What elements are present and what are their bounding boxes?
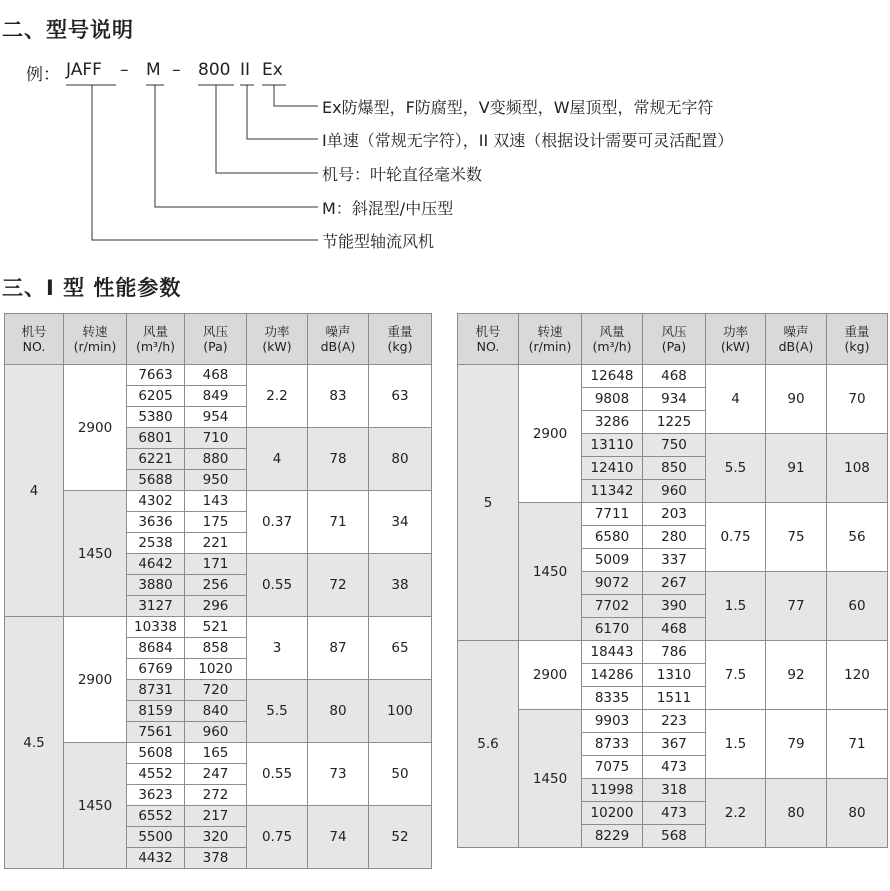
cell-pressure: 318 xyxy=(643,779,706,802)
table-row xyxy=(458,503,888,526)
cell-pressure: 296 xyxy=(185,596,247,617)
cell-flow: 6769 xyxy=(127,659,185,680)
cell-pressure: 960 xyxy=(185,722,247,743)
cell-weight: 100 xyxy=(369,680,432,743)
cell-flow: 7711 xyxy=(582,503,643,526)
cell-flow: 6801 xyxy=(127,428,185,449)
cell-pressure: 171 xyxy=(185,554,247,575)
cell-flow: 13110 xyxy=(582,434,643,457)
cell-weight: 70 xyxy=(827,365,888,434)
header-no: 机号 NO. xyxy=(458,314,519,365)
cell-pressure: 850 xyxy=(643,457,706,480)
cell-noise: 80 xyxy=(308,680,369,743)
cell-weight: 120 xyxy=(827,641,888,710)
cell-noise: 72 xyxy=(308,554,369,617)
cell-pressure: 473 xyxy=(643,756,706,779)
model-part-variant: Ex xyxy=(262,60,283,80)
cell-flow: 8335 xyxy=(582,687,643,710)
cell-pressure: 390 xyxy=(643,595,706,618)
cell-power: 4 xyxy=(706,365,766,434)
cell-pressure: 256 xyxy=(185,575,247,596)
cell-power: 0.75 xyxy=(247,806,308,869)
performance-table-left xyxy=(4,313,432,869)
cell-pressure: 143 xyxy=(185,491,247,512)
cell-flow: 7561 xyxy=(127,722,185,743)
cell-flow: 6221 xyxy=(127,449,185,470)
cell-flow: 18443 xyxy=(582,641,643,664)
cell-noise: 90 xyxy=(766,365,827,434)
header-power: 功率 (kW) xyxy=(247,314,308,365)
cell-weight: 34 xyxy=(369,491,432,554)
header-flow: 风量 (m³/h) xyxy=(127,314,185,365)
cell-weight: 56 xyxy=(827,503,888,572)
cell-flow: 10200 xyxy=(582,802,643,825)
model-dash-2: – xyxy=(172,60,181,80)
cell-pressure: 337 xyxy=(643,549,706,572)
cell-flow: 7702 xyxy=(582,595,643,618)
cell-fan-no: 4 xyxy=(5,365,64,617)
cell-pressure: 165 xyxy=(185,743,247,764)
cell-power: 0.55 xyxy=(247,743,308,806)
cell-flow: 4432 xyxy=(127,848,185,869)
table-header-row xyxy=(5,314,432,365)
header-no: 机号 NO. xyxy=(5,314,64,365)
cell-noise: 77 xyxy=(766,572,827,641)
cell-power: 0.75 xyxy=(706,503,766,572)
cell-flow: 9072 xyxy=(582,572,643,595)
table-row xyxy=(5,491,432,512)
model-part-type: M xyxy=(146,60,161,80)
cell-flow: 12648 xyxy=(582,365,643,388)
cell-weight: 108 xyxy=(827,434,888,503)
cell-noise: 87 xyxy=(308,617,369,680)
cell-noise: 92 xyxy=(766,641,827,710)
cell-flow: 5688 xyxy=(127,470,185,491)
cell-fan-no: 5 xyxy=(458,365,519,641)
cell-flow: 6580 xyxy=(582,526,643,549)
cell-power: 2.2 xyxy=(706,779,766,848)
cell-noise: 80 xyxy=(766,779,827,848)
header-speed: 转速 (r/min) xyxy=(519,314,582,365)
cell-weight: 71 xyxy=(827,710,888,779)
cell-flow: 2538 xyxy=(127,533,185,554)
cell-power: 5.5 xyxy=(247,680,308,743)
cell-flow: 6552 xyxy=(127,806,185,827)
cell-pressure: 468 xyxy=(643,365,706,388)
model-part-number: 800 xyxy=(198,60,231,80)
cell-weight: 63 xyxy=(369,365,432,428)
cell-flow: 8731 xyxy=(127,680,185,701)
cell-pressure: 272 xyxy=(185,785,247,806)
cell-pressure: 367 xyxy=(643,733,706,756)
table-row xyxy=(458,365,888,388)
cell-power: 0.37 xyxy=(247,491,308,554)
cell-fan-no: 4.5 xyxy=(5,617,64,869)
cell-pressure: 221 xyxy=(185,533,247,554)
cell-noise: 75 xyxy=(766,503,827,572)
cell-flow: 6170 xyxy=(582,618,643,641)
cell-weight: 80 xyxy=(369,428,432,491)
model-prefix: 例： xyxy=(26,65,60,85)
cell-pressure: 280 xyxy=(643,526,706,549)
performance-table-right xyxy=(457,313,888,848)
model-dash-1: – xyxy=(120,60,129,80)
cell-weight: 60 xyxy=(827,572,888,641)
table-row xyxy=(5,617,432,638)
table-header-row xyxy=(458,314,888,365)
table-row xyxy=(458,710,888,733)
cell-noise: 91 xyxy=(766,434,827,503)
cell-noise: 79 xyxy=(766,710,827,779)
cell-pressure: 934 xyxy=(643,388,706,411)
cell-flow: 5500 xyxy=(127,827,185,848)
table-row xyxy=(458,641,888,664)
cell-flow: 4642 xyxy=(127,554,185,575)
cell-power: 5.5 xyxy=(706,434,766,503)
cell-pressure: 950 xyxy=(185,470,247,491)
cell-weight: 38 xyxy=(369,554,432,617)
cell-pressure: 710 xyxy=(185,428,247,449)
cell-power: 4 xyxy=(247,428,308,491)
cell-flow: 3636 xyxy=(127,512,185,533)
cell-pressure: 468 xyxy=(643,618,706,641)
model-part-series: JAFF xyxy=(66,60,102,80)
cell-flow: 8159 xyxy=(127,701,185,722)
cell-pressure: 267 xyxy=(643,572,706,595)
model-part-speed: II xyxy=(240,60,251,80)
cell-speed: 1450 xyxy=(519,710,582,848)
cell-flow: 4302 xyxy=(127,491,185,512)
header-pressure: 风压 (Pa) xyxy=(643,314,706,365)
cell-speed: 2900 xyxy=(519,641,582,710)
table-row xyxy=(5,365,432,386)
cell-flow: 10338 xyxy=(127,617,185,638)
cell-pressure: 849 xyxy=(185,386,247,407)
cell-power: 0.55 xyxy=(247,554,308,617)
cell-flow: 5380 xyxy=(127,407,185,428)
cell-pressure: 203 xyxy=(643,503,706,526)
cell-pressure: 750 xyxy=(643,434,706,457)
cell-pressure: 175 xyxy=(185,512,247,533)
desc-speed: I单速（常规无字符），II 双速（根据设计需要可灵活配置） xyxy=(322,131,734,150)
cell-flow: 11998 xyxy=(582,779,643,802)
header-weight: 重量 (kg) xyxy=(369,314,432,365)
header-weight: 重量 (kg) xyxy=(827,314,888,365)
cell-pressure: 1225 xyxy=(643,411,706,434)
cell-flow: 5608 xyxy=(127,743,185,764)
cell-pressure: 1020 xyxy=(185,659,247,680)
cell-pressure: 473 xyxy=(643,802,706,825)
header-noise: 噪声 dB(A) xyxy=(766,314,827,365)
cell-flow: 9903 xyxy=(582,710,643,733)
cell-pressure: 1511 xyxy=(643,687,706,710)
cell-power: 2.2 xyxy=(247,365,308,428)
cell-flow: 8229 xyxy=(582,825,643,848)
cell-pressure: 720 xyxy=(185,680,247,701)
cell-flow: 7075 xyxy=(582,756,643,779)
cell-weight: 65 xyxy=(369,617,432,680)
cell-speed: 1450 xyxy=(64,743,127,869)
table-row xyxy=(5,743,432,764)
cell-flow: 3623 xyxy=(127,785,185,806)
cell-pressure: 247 xyxy=(185,764,247,785)
header-flow: 风量 (m³/h) xyxy=(582,314,643,365)
cell-speed: 1450 xyxy=(519,503,582,641)
cell-noise: 71 xyxy=(308,491,369,554)
desc-series: 节能型轴流风机 xyxy=(322,232,435,251)
header-noise: 噪声 dB(A) xyxy=(308,314,369,365)
cell-noise: 83 xyxy=(308,365,369,428)
cell-flow: 9808 xyxy=(582,388,643,411)
cell-weight: 80 xyxy=(827,779,888,848)
cell-power: 7.5 xyxy=(706,641,766,710)
cell-pressure: 960 xyxy=(643,480,706,503)
cell-pressure: 378 xyxy=(185,848,247,869)
cell-power: 1.5 xyxy=(706,572,766,641)
cell-speed: 1450 xyxy=(64,491,127,617)
cell-flow: 3127 xyxy=(127,596,185,617)
cell-flow: 6205 xyxy=(127,386,185,407)
cell-weight: 52 xyxy=(369,806,432,869)
cell-pressure: 320 xyxy=(185,827,247,848)
cell-noise: 78 xyxy=(308,428,369,491)
section-2-title: 二、型号说明 xyxy=(2,18,134,42)
cell-flow: 5009 xyxy=(582,549,643,572)
cell-pressure: 786 xyxy=(643,641,706,664)
cell-flow: 4552 xyxy=(127,764,185,785)
cell-power: 1.5 xyxy=(706,710,766,779)
cell-flow: 12410 xyxy=(582,457,643,480)
cell-flow: 7663 xyxy=(127,365,185,386)
cell-pressure: 1310 xyxy=(643,664,706,687)
desc-type: M：斜混型/中压型 xyxy=(322,199,454,218)
cell-pressure: 568 xyxy=(643,825,706,848)
cell-noise: 73 xyxy=(308,743,369,806)
cell-flow: 14286 xyxy=(582,664,643,687)
cell-speed: 2900 xyxy=(519,365,582,503)
cell-flow: 3880 xyxy=(127,575,185,596)
cell-pressure: 880 xyxy=(185,449,247,470)
header-speed: 转速 (r/min) xyxy=(64,314,127,365)
cell-flow: 3286 xyxy=(582,411,643,434)
cell-noise: 74 xyxy=(308,806,369,869)
desc-number: 机号：叶轮直径毫米数 xyxy=(322,165,483,184)
cell-flow: 11342 xyxy=(582,480,643,503)
cell-fan-no: 5.6 xyxy=(458,641,519,848)
cell-pressure: 223 xyxy=(643,710,706,733)
cell-speed: 2900 xyxy=(64,365,127,491)
header-pressure: 风压 (Pa) xyxy=(185,314,247,365)
cell-weight: 50 xyxy=(369,743,432,806)
cell-flow: 8733 xyxy=(582,733,643,756)
cell-pressure: 954 xyxy=(185,407,247,428)
header-power: 功率 (kW) xyxy=(706,314,766,365)
cell-flow: 8684 xyxy=(127,638,185,659)
cell-speed: 2900 xyxy=(64,617,127,743)
cell-power: 3 xyxy=(247,617,308,680)
cell-pressure: 521 xyxy=(185,617,247,638)
section-3-title: 三、I 型 性能参数 xyxy=(2,276,182,300)
cell-pressure: 217 xyxy=(185,806,247,827)
cell-pressure: 468 xyxy=(185,365,247,386)
desc-variant: Ex防爆型，F防腐型，V变频型，W屋顶型，常规无字符 xyxy=(322,98,714,117)
cell-pressure: 840 xyxy=(185,701,247,722)
cell-pressure: 858 xyxy=(185,638,247,659)
